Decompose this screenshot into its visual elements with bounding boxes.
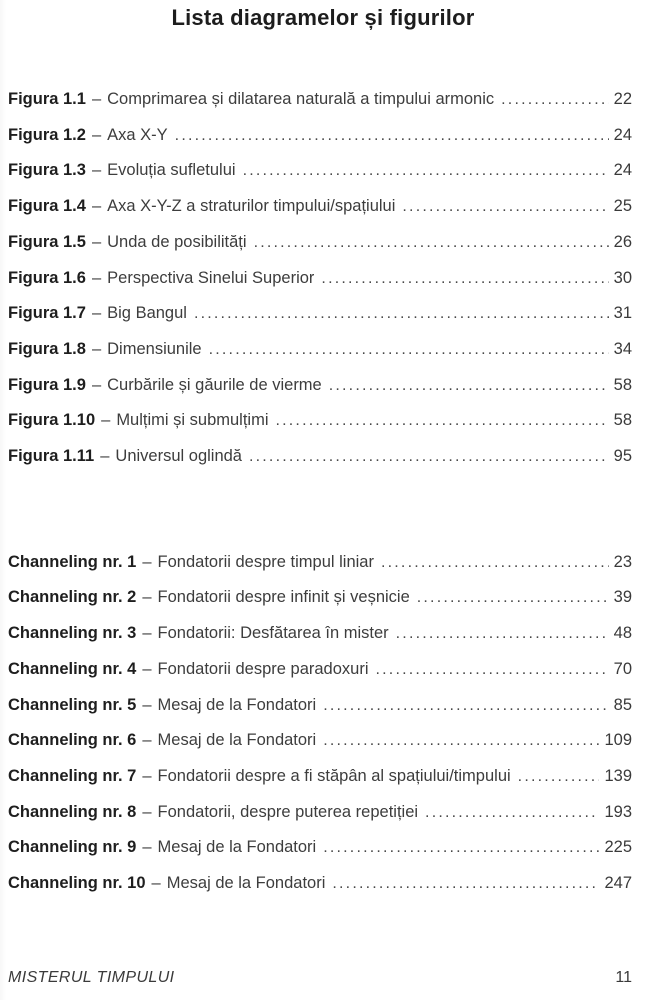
toc-entry	[8, 580, 632, 616]
toc-entry-page-number: 22	[613, 90, 632, 108]
toc-entry-page-number: 39	[613, 588, 632, 607]
toc-entry-label: Figura 1.7	[8, 304, 86, 323]
dot-leader	[425, 795, 599, 831]
toc-entry-page-number: 34	[613, 339, 632, 358]
channelings-list	[8, 545, 632, 902]
dot-leader	[175, 118, 609, 154]
toc-entry-title: Perspectiva Sinelui Superior	[107, 268, 315, 287]
toc-entry-label: Channeling nr. 1	[8, 552, 137, 571]
dot-leader	[332, 866, 599, 902]
toc-entry-page-number: 70	[613, 659, 632, 678]
toc-entry-page-number: 95	[613, 447, 632, 466]
dot-leader	[323, 830, 599, 866]
toc-entry-dash: –	[91, 339, 102, 358]
toc-entry	[8, 830, 632, 866]
toc-entry-label: Figura 1.3	[8, 161, 86, 180]
dot-leader	[381, 545, 609, 581]
toc-entry-page-number: 25	[613, 197, 632, 216]
toc-entry-label: Channeling nr. 2	[8, 588, 137, 607]
toc-entry-title: Curbările și găurile de vierme	[107, 375, 322, 394]
toc-entry-label: Channeling nr. 7	[8, 766, 137, 785]
dot-leader	[323, 723, 599, 759]
toc-entry	[8, 723, 632, 759]
toc-entry-dash: –	[142, 766, 152, 785]
table-of-contents	[0, 82, 646, 902]
toc-entry	[8, 545, 632, 581]
toc-entry-dash: –	[142, 695, 152, 714]
toc-entry	[8, 296, 632, 332]
dot-leader	[194, 296, 609, 332]
dot-leader	[518, 759, 600, 795]
toc-entry	[8, 795, 632, 831]
toc-entry-dash: –	[91, 375, 102, 394]
toc-entry-dash: –	[100, 447, 110, 466]
toc-entry	[8, 225, 632, 261]
toc-entry-label: Channeling nr. 8	[8, 802, 137, 821]
dot-leader	[417, 580, 609, 616]
toc-entry-label: Figura 1.11	[8, 447, 95, 466]
toc-entry-title: Mesaj de la Fondatori	[157, 838, 317, 857]
toc-entry-title: Mesaj de la Fondatori	[166, 874, 326, 893]
dot-leader	[276, 403, 609, 439]
toc-entry-dash: –	[91, 232, 102, 251]
toc-entry-title: Big Bangul	[107, 304, 187, 323]
toc-entry-page-number: 23	[613, 552, 632, 571]
toc-entry-label: Figura 1.8	[8, 339, 86, 358]
toc-entry-label: Channeling nr. 5	[8, 695, 137, 714]
toc-entry-dash: –	[101, 411, 111, 430]
toc-entry-page-number: 48	[613, 624, 632, 643]
toc-entry-page-number: 225	[604, 838, 632, 857]
footer-page-number: 11	[615, 969, 632, 986]
toc-entry-page-number: 58	[613, 411, 632, 430]
toc-entry-dash: –	[142, 659, 152, 678]
toc-entry	[8, 616, 632, 652]
toc-entry-label: Figura 1.6	[8, 268, 86, 287]
toc-entry-label: Figura 1.1	[8, 90, 86, 108]
dot-leader	[329, 368, 609, 404]
toc-entry-title: Evoluția sufletului	[107, 161, 236, 180]
toc-entry-label: Figura 1.2	[8, 125, 86, 144]
toc-entry	[8, 82, 632, 118]
toc-entry-dash: –	[142, 802, 152, 821]
toc-entry-title: Axa X-Y	[107, 125, 168, 144]
dot-leader	[209, 332, 609, 368]
toc-entry-dash: –	[91, 268, 102, 287]
toc-entry-dash: –	[142, 552, 152, 571]
dot-leader	[376, 652, 609, 688]
toc-entry-label: Channeling nr. 3	[8, 624, 137, 643]
dot-leader	[323, 688, 608, 724]
toc-entry-title: Fondatorii, despre puterea repetiției	[157, 802, 419, 821]
toc-entry-dash: –	[91, 197, 102, 216]
toc-entry-label: Figura 1.5	[8, 232, 86, 251]
toc-entry-label: Channeling nr. 10	[8, 874, 146, 893]
toc-entry-dash: –	[91, 161, 102, 180]
toc-entry-page-number: 30	[613, 268, 632, 287]
toc-entry-dash: –	[91, 304, 102, 323]
toc-entry-dash: –	[142, 838, 152, 857]
toc-entry-title: Universul oglindă	[115, 447, 242, 466]
toc-entry-page-number: 139	[604, 766, 632, 785]
toc-entry	[8, 866, 632, 902]
toc-entry-page-number: 26	[613, 232, 632, 251]
dot-leader	[243, 153, 609, 189]
figures-list	[8, 82, 632, 475]
toc-entry	[8, 189, 632, 225]
toc-entry-dash: –	[91, 125, 102, 144]
toc-entry	[8, 261, 632, 297]
toc-entry-page-number: 247	[604, 874, 632, 893]
toc-entry-page-number: 193	[604, 802, 632, 821]
toc-entry-label: Channeling nr. 9	[8, 838, 137, 857]
toc-entry-dash: –	[142, 731, 152, 750]
toc-entry-label: Figura 1.9	[8, 375, 86, 394]
toc-entry	[8, 688, 632, 724]
page-footer	[8, 969, 632, 987]
toc-entry-title: Axa X-Y-Z a straturilor timpului/spațiului	[107, 197, 396, 216]
dot-leader	[254, 225, 609, 261]
toc-entry-title: Fondatorii despre timpul liniar	[157, 552, 374, 571]
toc-entry-label: Figura 1.4	[8, 197, 86, 216]
toc-entry-title: Unda de posibilități	[107, 232, 247, 251]
toc-entry-page-number: 109	[604, 731, 632, 750]
toc-entry-title: Fondatorii: Desfătarea în mister	[157, 624, 389, 643]
toc-entry-page-number: 24	[613, 161, 632, 180]
toc-entry-dash: –	[142, 624, 152, 643]
toc-entry	[8, 153, 632, 189]
toc-entry	[8, 759, 632, 795]
toc-entry-page-number: 31	[613, 304, 632, 323]
toc-entry-page-number: 58	[613, 375, 632, 394]
dot-leader	[249, 439, 609, 475]
toc-entry-title: Fondatorii despre a fi stăpân al spațiului/timpului	[157, 766, 511, 785]
dot-leader	[321, 261, 608, 297]
toc-entry-page-number: 24	[613, 125, 632, 144]
toc-entry-dash: –	[91, 90, 102, 108]
toc-entry	[8, 652, 632, 688]
toc-entry	[8, 332, 632, 368]
toc-entry-dash: –	[151, 874, 161, 893]
dot-leader	[396, 616, 609, 652]
toc-entry-label: Figura 1.10	[8, 411, 96, 430]
toc-entry-label: Channeling nr. 6	[8, 731, 137, 750]
page-title: Lista diagramelor și figurilor	[171, 5, 475, 30]
dot-leader	[402, 189, 608, 225]
footer-book-title: MISTERUL TIMPULUI	[8, 969, 175, 986]
toc-entry-label: Channeling nr. 4	[8, 659, 137, 678]
toc-entry	[8, 368, 632, 404]
toc-entry	[8, 403, 632, 439]
toc-entry	[8, 118, 632, 154]
toc-entry-title: Fondatorii despre infinit și veșnicie	[157, 588, 410, 607]
toc-entry-title: Dimensiunile	[107, 339, 202, 358]
toc-entry-page-number: 85	[613, 695, 632, 714]
toc-entry-title: Mesaj de la Fondatori	[157, 731, 317, 750]
toc-entry-title: Fondatorii despre paradoxuri	[157, 659, 369, 678]
dot-leader	[501, 82, 608, 118]
toc-entry-dash: –	[142, 588, 152, 607]
toc-entry-title: Comprimarea și dilatarea naturală a timpului armonic	[107, 90, 495, 108]
toc-entry	[8, 439, 632, 475]
toc-entry-title: Mesaj de la Fondatori	[157, 695, 317, 714]
toc-entry-title: Mulțimi și submulțimi	[116, 411, 269, 430]
